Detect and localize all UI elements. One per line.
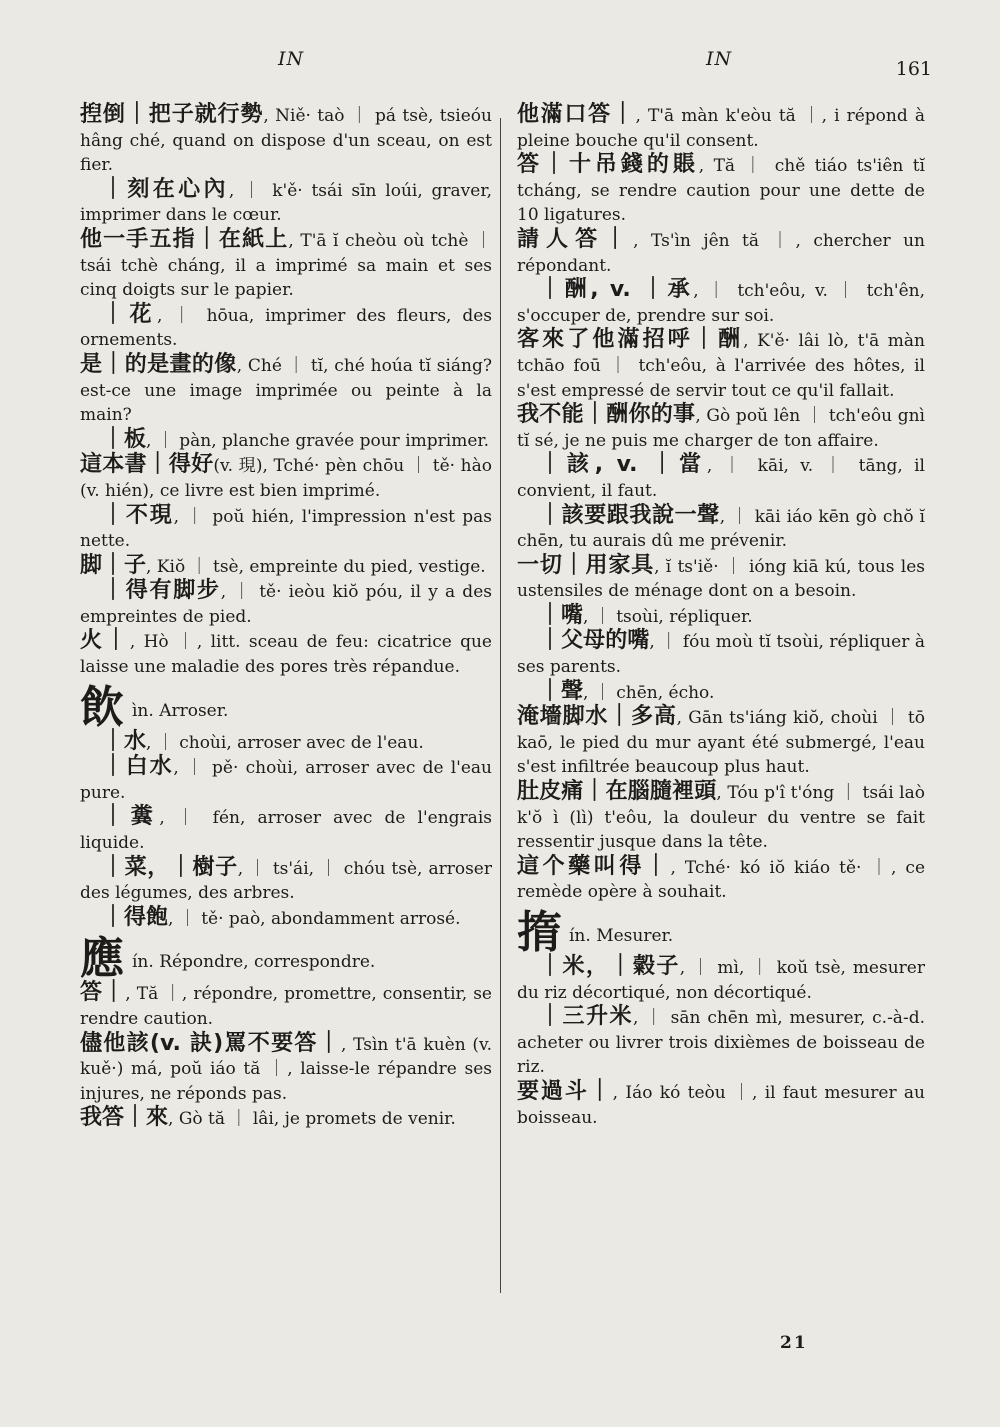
dictionary-entry — [80, 730, 492, 756]
headword-definition: ín. Répondre, correspondre. — [132, 952, 376, 973]
entry-definition: , Tsìn t'ā kuèn (v. kuě·) má, poŭ iáo tă ｜, laisse-le répandre ses injures, ne réponds pas. — [80, 1034, 492, 1104]
signature-mark: 21 — [780, 1333, 808, 1353]
chinese-phrase: ｜該要跟我說一聲 — [539, 502, 720, 528]
entry-definition: , ｜ chēn, écho. — [583, 682, 715, 703]
entry-definition: , ĭ ts'iě· ｜ ióng kiā kú, tous les ustensiles de ménage dont on a besoin. — [517, 556, 925, 602]
headword-entry — [517, 907, 925, 958]
chinese-phrase: 我不能｜酬你的事 — [517, 402, 696, 428]
dictionary-entry — [517, 554, 925, 604]
page-number: 161 — [895, 58, 932, 80]
chinese-phrase: ｜得飽 — [102, 904, 169, 930]
dictionary-entry — [517, 1005, 925, 1080]
entry-definition: , Gān ts'iáng kiŏ, choùi ｜ tō kaō, le pied du mur ayant été submergé, l'eau s'est infiltrée beaucoup plus haut. — [517, 708, 925, 778]
entry-definition: , Gò poŭ lên ｜ tch'eôu gnì tĭ sé, je ne puis me charger de ton affaire. — [517, 406, 925, 451]
entry-definition: , Tóu p'î t'óng ｜ tsái laò k'ŏ ì (lì) t'eôu, la douleur du ventre se fait ressentir jusque dans la tête. — [517, 783, 925, 853]
chinese-phrase: ｜得有脚步 — [102, 578, 221, 604]
dictionary-entry — [517, 780, 925, 855]
dictionary-entry — [517, 629, 925, 679]
entry-definition: , Tché· kó iŏ kiáo tě· ｜, ce remède opère à souhait. — [517, 857, 925, 903]
chinese-phrase: 答｜ — [80, 980, 126, 1006]
dictionary-entry — [517, 278, 925, 328]
chinese-phrase: 客來了他滿招呼｜酬 — [517, 327, 744, 353]
dictionary-entry — [80, 453, 492, 503]
chinese-phrase: 請人答｜ — [517, 226, 634, 252]
entry-definition: , ｜ kāi, v. ｜ tāng, il convient, il faut. — [517, 456, 925, 501]
chinese-phrase: ｜不現 — [102, 502, 174, 528]
dictionary-entry — [517, 153, 925, 228]
chinese-phrase: 答｜十吊錢的賬 — [517, 152, 699, 178]
dictionary-entry — [517, 228, 925, 278]
dictionary-entry — [80, 504, 492, 554]
chinese-phrase: 這本書｜得好 — [80, 452, 214, 478]
entry-definition: , K'ě· lâi lò, t'ā màn tchāo foū ｜ tch'eôu, à l'arrivée des hôtes, il s'est empressé de servir tout ce qu'il fallait. — [517, 331, 925, 401]
chinese-phrase: 他滿口答｜ — [517, 102, 636, 127]
entry-definition: , ｜ fén, arroser avec de l'engrais liquide. — [80, 808, 492, 854]
dictionary-entry — [517, 453, 925, 503]
dictionary-entry — [517, 955, 925, 1005]
dictionary-entry — [80, 554, 492, 580]
dictionary-entry — [517, 103, 925, 153]
chinese-phrase: ｜嘴 — [539, 602, 584, 628]
chinese-phrase: ｜酬, v. ｜承 — [539, 277, 694, 303]
right-column — [517, 103, 925, 1130]
dictionary-entry — [80, 228, 492, 303]
entry-definition: , Niě· taò ｜ pá tsè, tsieóu hâng ché, quand on dispose d'un sceau, on est fier. — [80, 106, 492, 176]
chinese-phrase: 火｜ — [80, 628, 130, 654]
entry-definition: , T'ā màn k'eòu tă ｜, i répond à pleine bouche qu'il consent. — [517, 106, 925, 151]
entry-definition: , ｜ kāi iáo kēn gò chŏ ĭ chēn, tu aurais dû me prévenir. — [517, 506, 925, 552]
headword-definition: ìn. Arroser. — [132, 700, 229, 721]
chinese-phrase: 這个藥叫得｜ — [517, 853, 671, 879]
dictionary-entry — [517, 403, 925, 453]
column-rule — [500, 118, 501, 1293]
entry-definition: , ｜ sān chēn mì, mesurer, c.-à-d. acheter ou livrer trois dixièmes de boisseau de riz. — [517, 1008, 925, 1078]
entry-definition: , ｜ mì, ｜ koŭ tsè, mesurer du riz décortiqué, non décortiqué. — [517, 958, 925, 1003]
chinese-phrase: ｜花 — [102, 301, 157, 327]
dictionary-entry — [80, 805, 492, 855]
dictionary-entry — [80, 1032, 492, 1107]
chinese-phrase: ｜刻在心內 — [102, 176, 229, 202]
entry-definition: , Hò ｜, litt. sceau de feu: cicatrice que laisse une maladie des pores très répandue. — [80, 632, 492, 678]
headword-definition: ín. Mesurer. — [569, 926, 674, 946]
entry-definition: , Ts'ìn jên tă ｜, chercher un répondant. — [517, 230, 925, 276]
dictionary-entry — [80, 353, 492, 428]
chinese-phrase: ｜菜，｜樹子 — [102, 854, 238, 880]
dictionary-entry — [80, 579, 492, 629]
chinese-phrase: ｜白水 — [102, 754, 174, 780]
entry-definition: , ｜ hōua, imprimer des fleurs, des ornements. — [80, 305, 492, 351]
running-head-left: IN — [278, 48, 305, 70]
chinese-phrase: 儘他該(v. 訣)罵不要答｜ — [80, 1030, 342, 1056]
entry-definition: , Iáo kó teòu ｜, il faut mesurer au boisseau. — [517, 1082, 925, 1128]
left-column — [80, 103, 492, 1132]
dictionary-entry — [80, 856, 492, 906]
entry-definition: , Tă ｜ chě tiáo ts'iên tĭ tcháng, se rendre caution pour une dette de 10 ligatures. — [517, 156, 925, 226]
dictionary-entry — [517, 604, 925, 630]
chinese-phrase: 脚｜子 — [80, 552, 147, 578]
chinese-phrase: 淹墻脚水｜多高 — [517, 704, 677, 730]
dictionary-entry — [80, 629, 492, 679]
dictionary-entry — [80, 178, 492, 228]
chinese-phrase: 是｜的是畫的像 — [80, 351, 237, 377]
entry-definition: , Ché ｜ tĭ, ché hoúa tĭ siáng? est-ce une image imprimée ou peinte à la main? — [80, 355, 492, 426]
chinese-phrase: ｜父母的嘴 — [539, 628, 650, 654]
running-head-center: IN — [706, 48, 733, 70]
entry-definition: , ｜ ts'ái, ｜ chóu tsè, arroser des légumes, des arbres. — [80, 858, 492, 904]
dictionary-entry — [517, 705, 925, 780]
dictionary-entry — [80, 906, 492, 932]
entry-definition: , ｜ pàn, planche gravée pour imprimer. — [146, 430, 490, 451]
chinese-phrase: ｜板 — [102, 426, 147, 452]
chinese-phrase: ｜聲 — [539, 678, 584, 704]
chinese-phrase: ｜水 — [102, 728, 147, 754]
headword-character: 㨊 — [517, 907, 561, 958]
entry-definition: , Kiŏ ｜ tsè, empreinte du pied, vestige. — [146, 556, 486, 577]
dictionary-entry — [517, 855, 925, 905]
dictionary-entry — [80, 981, 492, 1031]
headword-character: 應 — [80, 933, 124, 985]
entry-definition: , ｜ choùi, arroser avec de l'eau. — [146, 732, 424, 753]
dictionary-entry — [80, 103, 492, 178]
chinese-phrase: 他一手五指｜在紙上 — [80, 226, 289, 252]
dictionary-entry — [517, 1080, 925, 1130]
dictionary-entry — [80, 1106, 492, 1132]
entry-definition: , ｜ tě· ieòu kiŏ póu, il y a des empreintes de pied. — [80, 582, 492, 627]
headword-entry — [80, 681, 492, 733]
chinese-phrase: 要過斗｜ — [517, 1078, 613, 1104]
dictionary-entry — [517, 328, 925, 403]
entry-definition: , Tă ｜, répondre, promettre, consentir, se rendre caution. — [80, 984, 492, 1029]
entry-definition: , T'ā ĭ cheòu où tchè ｜ tsái tchè cháng, il a imprimé sa main et ses cinq doigts sur le papier. — [80, 230, 492, 301]
entry-definition: , ｜ tě· paò, abondamment arrosé. — [168, 908, 461, 929]
entry-definition: , ｜ fóu moù tĭ tsoùi, répliquer à ses parents. — [517, 632, 925, 678]
dictionary-entry — [517, 504, 925, 554]
chinese-phrase: ｜米，｜糓子 — [539, 954, 680, 979]
entry-definition: , Gò tă ｜ lâi, je promets de venir. — [168, 1109, 456, 1130]
headword-entry — [80, 933, 492, 985]
dictionary-entry — [517, 680, 925, 706]
chinese-phrase: 一切｜用家具 — [517, 552, 655, 578]
entry-definition: , ｜ k'ě· tsái sīn loúi, graver, imprimer dans le cœur. — [80, 180, 492, 226]
chinese-phrase: ｜糞 — [102, 804, 160, 830]
entry-definition: , ｜ tch'eôu, v. ｜ tch'ên, s'occuper de, prendre sur soi. — [517, 281, 925, 326]
entry-definition: , ｜ poŭ hién, l'impression n'est pas nette. — [80, 506, 492, 552]
chinese-phrase: ｜三升米 — [539, 1004, 633, 1030]
chinese-phrase: ｜該, v. ｜當 — [539, 452, 707, 478]
dictionary-entry — [80, 428, 492, 454]
headword-character: 飲 — [80, 681, 124, 733]
entry-definition: (v. 現), Tché· pèn chōu ｜ tě· hào (v. hién), ce livre est bien imprimé. — [80, 456, 492, 501]
dictionary-entry — [80, 755, 492, 805]
entry-definition: , ｜ tsoùi, répliquer. — [583, 606, 753, 627]
chinese-phrase: 肚皮痛｜在腦膸裡頭 — [517, 779, 717, 805]
chinese-phrase: 揑倒｜把子就行勢 — [80, 102, 264, 127]
chinese-phrase: 我答｜來 — [80, 1105, 169, 1131]
dictionary-entry — [80, 303, 492, 353]
entry-definition: , ｜ pě· choùi, arroser avec de l'eau pure. — [80, 758, 492, 803]
